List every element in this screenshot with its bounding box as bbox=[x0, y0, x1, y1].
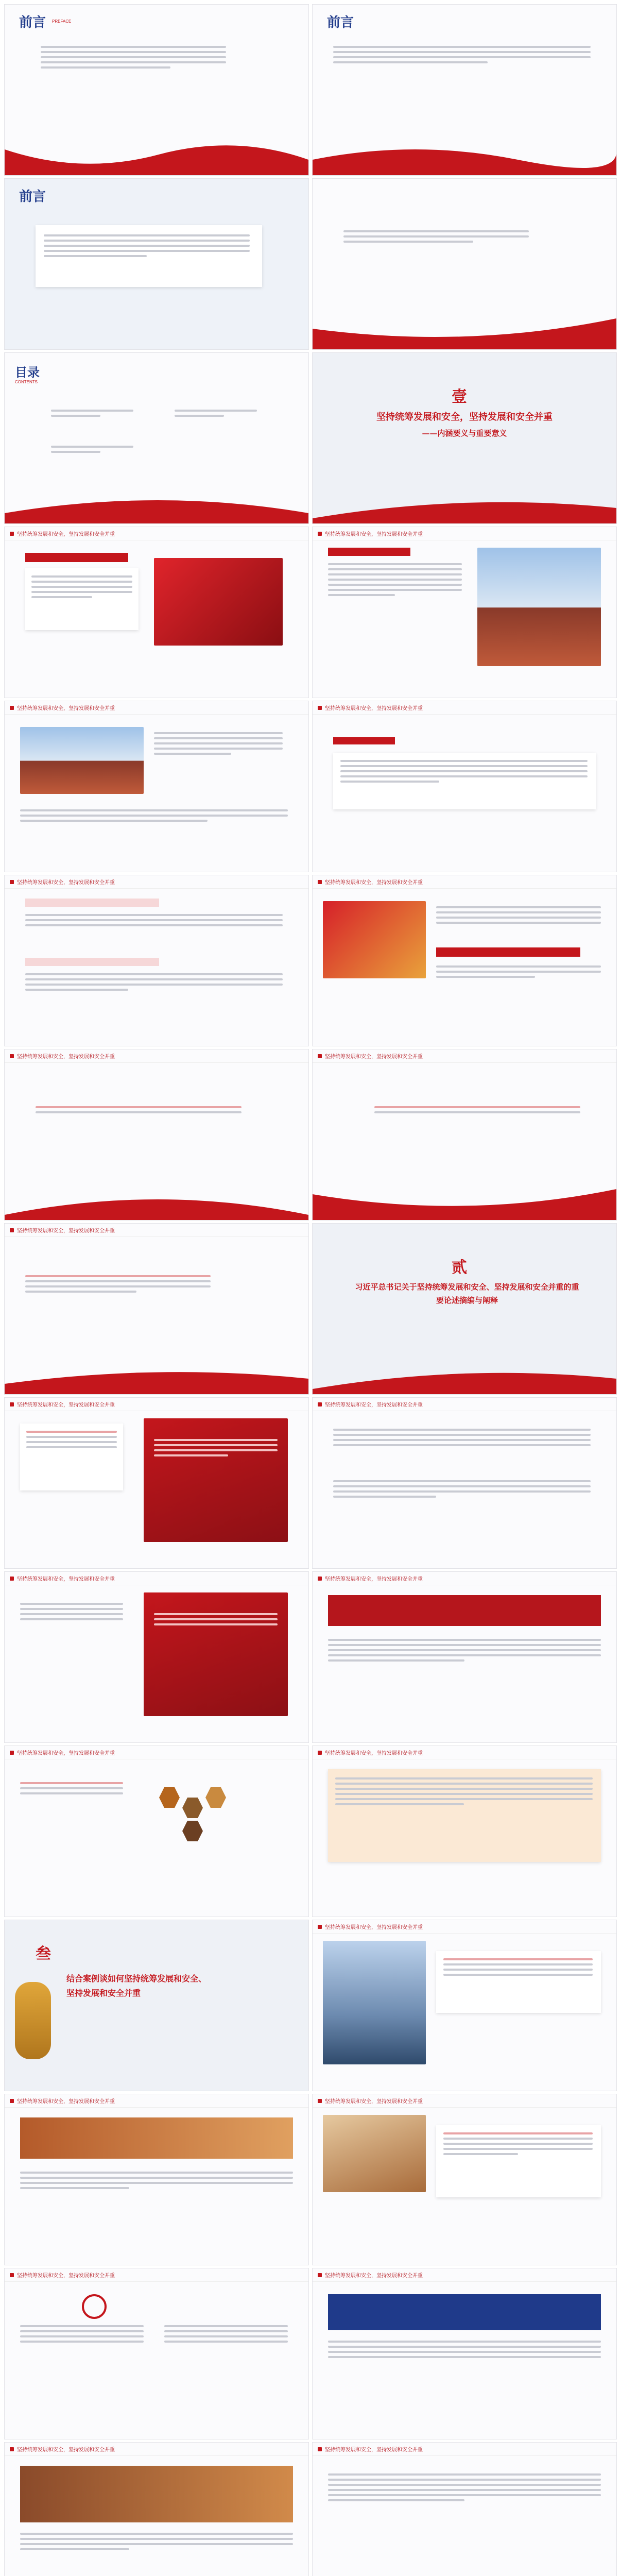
text-card bbox=[36, 225, 262, 287]
section2-number: 贰 bbox=[452, 1259, 467, 1277]
slide-s3-content-1[interactable] bbox=[312, 1920, 617, 2091]
text-card bbox=[20, 1423, 123, 1490]
slide-section3-cover[interactable] bbox=[4, 1920, 309, 2091]
body-text-right bbox=[164, 2325, 288, 2346]
slide-header: 坚持统筹发展和安全，坚持发展和安全并重 bbox=[17, 1402, 115, 1408]
forbidden-city-photo bbox=[20, 727, 144, 794]
banner-image bbox=[20, 2117, 293, 2159]
slide-header: 坚持统筹发展和安全，坚持发展和安全并重 bbox=[325, 1054, 423, 1060]
toc-item-2[interactable] bbox=[175, 410, 257, 420]
slide-s2-content-2[interactable] bbox=[312, 1397, 617, 1569]
pink-heading-bar bbox=[25, 958, 159, 966]
preface-text bbox=[333, 46, 591, 66]
quote-text bbox=[36, 1106, 242, 1116]
slide-s3-content-3[interactable] bbox=[312, 2094, 617, 2265]
slide-header: 坚持统筹发展和安全，坚持发展和安全并重 bbox=[17, 706, 115, 711]
body-text bbox=[20, 1782, 123, 1798]
slide-header: 坚持统筹发展和安全，坚持发展和安全并重 bbox=[17, 2273, 115, 2279]
pink-heading-bar bbox=[25, 899, 159, 907]
hex-image bbox=[159, 1787, 180, 1808]
preface-text bbox=[41, 46, 226, 72]
red-panel bbox=[144, 1592, 288, 1716]
section1-number: 壹 bbox=[452, 388, 467, 406]
section3-title: 结合案例谈如何坚持统筹发展和安全、坚持发展和安全并重 bbox=[66, 1974, 207, 1998]
body-text bbox=[20, 1603, 123, 1623]
slide-s2-content-1[interactable] bbox=[4, 1397, 309, 1569]
preface-subtitle: PREFACE bbox=[52, 19, 72, 24]
slide-header: 坚持统筹发展和安全，坚持发展和安全并重 bbox=[325, 1925, 423, 1930]
red-panel bbox=[144, 1418, 288, 1542]
slide-s1-content-1[interactable] bbox=[4, 527, 309, 698]
slide-section1-cover[interactable] bbox=[312, 352, 617, 524]
slide-s2-content-6[interactable] bbox=[312, 1745, 617, 1917]
slide-header: 坚持统筹发展和安全，坚持发展和安全并重 bbox=[325, 880, 423, 886]
slide-header: 坚持统筹发展和安全，坚持发展和安全并重 bbox=[17, 1577, 115, 1582]
blue-banner bbox=[328, 2294, 601, 2330]
text-card bbox=[436, 1951, 601, 2013]
great-wall-photo bbox=[20, 2466, 293, 2522]
section1-title: 坚持统筹发展和安全，坚持发展和安全并重 bbox=[376, 412, 553, 422]
circle-icon bbox=[82, 2294, 107, 2319]
flag-photo bbox=[323, 901, 426, 978]
hex-image bbox=[182, 1798, 203, 1818]
slide-header: 坚持统筹发展和安全，坚持发展和安全并重 bbox=[17, 880, 115, 886]
red-flag-wave bbox=[313, 487, 616, 523]
body-text bbox=[328, 2341, 601, 2361]
body-text bbox=[25, 973, 283, 994]
city-photo bbox=[323, 1941, 426, 2064]
slide-s3-content-6[interactable] bbox=[4, 2442, 309, 2576]
slide-s2-content-5[interactable] bbox=[4, 1745, 309, 1917]
slide-s1-content-9[interactable] bbox=[4, 1223, 309, 1395]
text-card bbox=[333, 753, 596, 809]
slide-toc[interactable] bbox=[4, 352, 309, 524]
section1-subtitle: ——内涵要义与重要意义 bbox=[422, 429, 507, 438]
body-text bbox=[20, 2172, 293, 2192]
slide-s1-content-5[interactable] bbox=[4, 875, 309, 1046]
quote-text bbox=[374, 1106, 580, 1116]
slide-header: 坚持统筹发展和安全，坚持发展和安全并重 bbox=[17, 532, 115, 537]
toc-item-3[interactable] bbox=[51, 446, 133, 456]
slide-s3-content-5[interactable] bbox=[312, 2268, 617, 2439]
body-text bbox=[328, 563, 462, 599]
slide-header: 坚持统筹发展和安全，坚持发展和安全并重 bbox=[17, 1751, 115, 1756]
body-text-left bbox=[20, 2325, 144, 2346]
slide-header: 坚持统筹发展和安全，坚持发展和安全并重 bbox=[325, 2099, 423, 2105]
slide-s1-content-4[interactable] bbox=[312, 701, 617, 872]
building-photo bbox=[323, 2115, 426, 2192]
red-flag-wave bbox=[313, 139, 616, 175]
body-text-2 bbox=[436, 965, 601, 981]
slide-header: 坚持统筹发展和安全，坚持发展和安全并重 bbox=[325, 532, 423, 537]
red-flag-wave bbox=[5, 139, 308, 175]
body-text-2 bbox=[20, 809, 288, 825]
red-heading-bar bbox=[328, 548, 410, 556]
red-heading-bar bbox=[436, 947, 580, 957]
slide-header: 坚持统筹发展和安全，坚持发展和安全并重 bbox=[17, 1228, 115, 1234]
section3-number: 叁 bbox=[36, 1945, 51, 1963]
slide-s1-content-6[interactable] bbox=[312, 875, 617, 1046]
red-flag-wave bbox=[5, 1184, 308, 1220]
toc-subtitle: CONTENTS bbox=[15, 380, 38, 384]
slide-preface-2[interactable] bbox=[312, 4, 617, 176]
body-text bbox=[333, 1429, 591, 1449]
body-text-2 bbox=[333, 1480, 591, 1501]
slide-section2-cover[interactable] bbox=[312, 1223, 617, 1395]
red-heading-bar bbox=[333, 737, 395, 744]
slide-s1-content-8[interactable] bbox=[312, 1049, 617, 1221]
quote-text bbox=[25, 1275, 211, 1296]
slide-header: 坚持统筹发展和安全，坚持发展和安全并重 bbox=[325, 706, 423, 711]
preface-title: 前言 bbox=[19, 189, 46, 205]
body-text bbox=[436, 906, 601, 927]
slide-header: 坚持统筹发展和安全，坚持发展和安全并重 bbox=[17, 1054, 115, 1060]
slide-s3-content-7[interactable] bbox=[312, 2442, 617, 2576]
text-card bbox=[25, 568, 139, 630]
slide-preface-4[interactable] bbox=[312, 178, 617, 350]
body-text bbox=[20, 2533, 293, 2553]
hex-image bbox=[205, 1787, 226, 1808]
slide-preface-1[interactable] bbox=[4, 4, 309, 176]
slide-preface-3[interactable] bbox=[4, 178, 309, 350]
slide-header: 坚持统筹发展和安全，坚持发展和安全并重 bbox=[325, 1402, 423, 1408]
text-card bbox=[328, 1769, 601, 1862]
slide-header: 坚持统筹发展和安全，坚持发展和安全并重 bbox=[325, 1751, 423, 1756]
huabiao-icon bbox=[15, 1982, 51, 2059]
preface-text bbox=[343, 230, 529, 246]
slide-header: 坚持统筹发展和安全，坚持发展和安全并重 bbox=[17, 2099, 115, 2105]
body-text bbox=[154, 732, 283, 758]
slide-s3-content-2[interactable] bbox=[4, 2094, 309, 2265]
red-heading-bar bbox=[25, 553, 128, 562]
section2-title: 习近平总书记关于坚持统筹发展和安全、坚持发展和安全并重的重要论述摘编与阐释 bbox=[355, 1282, 579, 1305]
red-flag-wave bbox=[5, 487, 308, 523]
slide-s2-content-4[interactable] bbox=[312, 1571, 617, 1743]
slide-s2-content-3[interactable] bbox=[4, 1571, 309, 1743]
slide-header: 坚持统筹发展和安全，坚持发展和安全并重 bbox=[325, 2273, 423, 2279]
toc-title: 目录 bbox=[15, 365, 40, 380]
preface-title: 前言 bbox=[327, 15, 354, 30]
gate-photo bbox=[477, 548, 601, 666]
slide-header: 坚持统筹发展和安全，坚持发展和安全并重 bbox=[325, 1577, 423, 1582]
slide-s1-content-3[interactable] bbox=[4, 701, 309, 872]
text-card bbox=[436, 2125, 601, 2197]
red-flag-wave bbox=[313, 313, 616, 349]
slide-s3-content-4[interactable] bbox=[4, 2268, 309, 2439]
red-flag-wave bbox=[313, 1358, 616, 1394]
body-text bbox=[25, 914, 283, 929]
slide-s1-content-7[interactable] bbox=[4, 1049, 309, 1221]
red-flag-wave bbox=[313, 1184, 616, 1220]
flag-image bbox=[154, 558, 283, 646]
red-banner bbox=[328, 1595, 601, 1626]
body-text bbox=[328, 1639, 601, 1665]
body-text bbox=[328, 2473, 601, 2504]
slide-header: 坚持统筹发展和安全，坚持发展和安全并重 bbox=[17, 2447, 115, 2453]
hex-image bbox=[182, 1821, 203, 1841]
red-flag-wave bbox=[5, 1358, 308, 1394]
toc-item-1[interactable] bbox=[51, 410, 133, 420]
slide-header: 坚持统筹发展和安全，坚持发展和安全并重 bbox=[325, 2447, 423, 2453]
preface-title: 前言 bbox=[19, 15, 46, 30]
slide-s1-content-2[interactable] bbox=[312, 527, 617, 698]
